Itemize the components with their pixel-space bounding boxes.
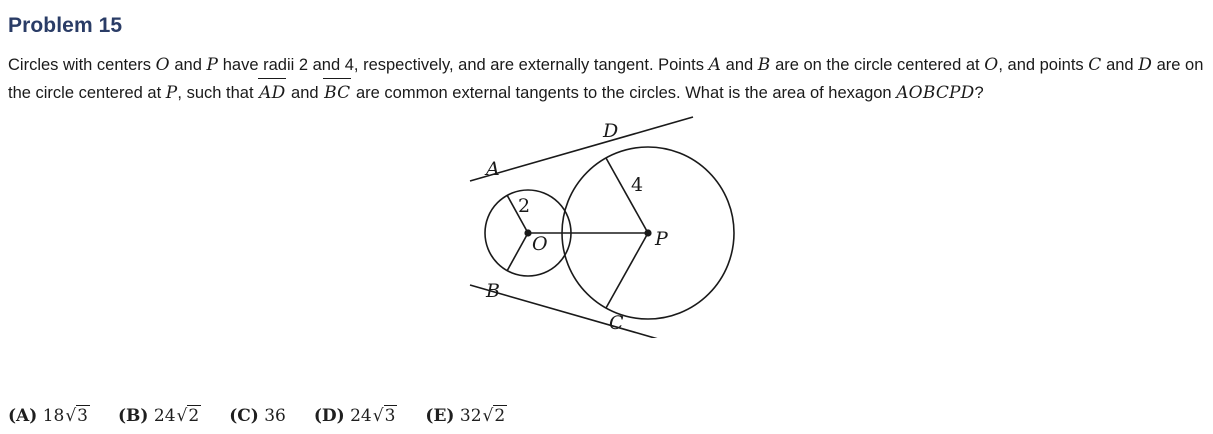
choice-c[interactable]: [229, 406, 286, 426]
choice-c-label: (C): [229, 406, 259, 426]
statement-text-4: and: [725, 56, 754, 74]
choice-e-coef: 32: [459, 406, 482, 426]
variable-c: C: [1088, 55, 1102, 75]
variable-a: A: [708, 55, 722, 75]
choice-c-coef: 36: [264, 406, 286, 426]
label-radius-2: 2: [518, 195, 531, 218]
statement-text-3: have radii 2 and 4, respectively, and are externally tangent. Points: [222, 56, 704, 74]
variable-o-2: O: [984, 55, 999, 75]
statement-text-2: and: [174, 56, 202, 74]
figure-svg: [428, 113, 768, 338]
choice-d-radicand: 3: [384, 406, 396, 426]
variable-b: B: [757, 55, 771, 75]
choice-e-sqrt: √2: [482, 406, 506, 426]
variable-d: D: [1138, 55, 1153, 75]
choice-b[interactable]: [118, 406, 201, 426]
choice-b-label: (B): [118, 406, 149, 426]
segment-bc: BC: [323, 80, 351, 108]
tangent-line-bc: [470, 285, 693, 338]
statement-text-6: , and points: [998, 56, 1084, 74]
label-b: B: [486, 280, 500, 303]
segment-ad: AD: [258, 80, 286, 108]
point-p-dot: [644, 229, 651, 236]
choice-d[interactable]: [314, 406, 398, 426]
label-c: C: [609, 312, 624, 335]
page-title: Problem 15: [8, 14, 123, 37]
geometry-figure: [428, 113, 768, 343]
choice-e-label: (E): [425, 406, 455, 426]
label-d: D: [603, 120, 619, 143]
problem-statement: [8, 52, 1204, 107]
choice-e-radicand: 2: [494, 406, 506, 426]
choice-d-label: (D): [313, 406, 345, 426]
variable-o: O: [155, 55, 170, 75]
label-p: P: [655, 228, 668, 251]
statement-text-10: and: [291, 83, 319, 102]
label-a: A: [486, 158, 500, 181]
choice-b-sqrt: √2: [176, 406, 200, 426]
choice-d-sqrt: √3: [372, 406, 396, 426]
label-o: O: [532, 233, 548, 256]
choice-a-sqrt: √3: [65, 406, 88, 426]
statement-text-9: , such that: [177, 83, 254, 102]
choice-a-coef: 18: [42, 406, 65, 426]
label-radius-4: 4: [631, 174, 644, 197]
answer-choices: [8, 406, 507, 426]
choice-b-radicand: 2: [188, 406, 200, 426]
statement-text-5: are on the circle centered at: [775, 56, 980, 74]
statement-text-7: and: [1106, 56, 1134, 74]
variable-p-2: P: [165, 82, 178, 103]
variable-p: P: [206, 55, 219, 75]
choice-a[interactable]: [8, 406, 90, 426]
statement-text-11: are common external tangents to the circles. What is the area of hexagon: [355, 83, 892, 102]
choice-d-coef: 24: [350, 406, 372, 426]
statement-text-8: are on the circle centered at: [8, 56, 1204, 102]
tangent-line-ad: [470, 117, 693, 181]
choice-b-coef: 24: [153, 406, 176, 426]
choice-a-label: (A): [8, 406, 38, 426]
point-o-dot: [524, 229, 531, 236]
statement-text-1: Circles with centers: [8, 56, 152, 74]
statement-text-12: ?: [974, 83, 984, 102]
radius-pc: [606, 233, 648, 308]
choice-a-radicand: 3: [77, 406, 88, 426]
figure-container: [8, 113, 1213, 338]
hexagon-name: AOBCPD: [896, 82, 975, 103]
choice-e[interactable]: [425, 406, 507, 426]
radius-ob: [507, 233, 528, 271]
